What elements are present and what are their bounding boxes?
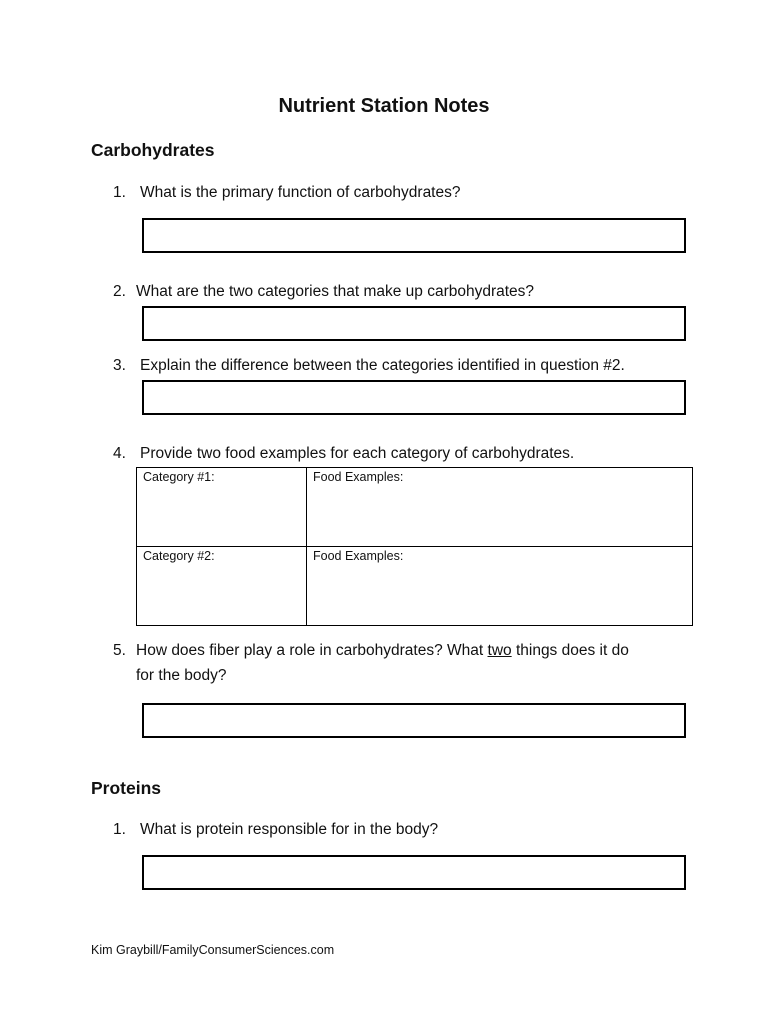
question-number: 5.: [113, 642, 126, 659]
question-number: 3.: [113, 357, 126, 374]
table-row: [137, 468, 693, 547]
question-text-line2: for the body?: [136, 667, 227, 684]
question-carbs-4: [113, 441, 574, 466]
question-text: Explain the difference between the categories identified in question #2.: [140, 357, 625, 374]
question-text: What is protein responsible for in the body?: [140, 821, 439, 838]
question-number: 1.: [113, 821, 126, 838]
answer-box-proteins-1[interactable]: [142, 855, 686, 890]
category-food-table: [136, 467, 693, 626]
footer-credit: Kim Graybill/FamilyConsumerSciences.com: [91, 943, 335, 957]
page-title: Nutrient Station Notes: [278, 95, 490, 117]
question-text: What are the two categories that make up carbohydrates?: [136, 283, 535, 300]
question-proteins-1: [113, 817, 438, 842]
question-carbs-2: [113, 279, 534, 304]
question-emphasis: two: [487, 642, 512, 659]
section-heading-carbohydrates: Carbohydrates: [91, 140, 215, 160]
question-text-cont: things does it do: [511, 642, 629, 659]
question-text: What is the primary function of carbohydrates?: [140, 184, 461, 201]
question-text: Provide two food examples for each category of carbohydrates.: [140, 445, 575, 462]
question-number: 4.: [113, 445, 126, 462]
question-number: 2.: [113, 283, 126, 300]
table-row: [137, 547, 693, 626]
question-carbs-3: [113, 353, 625, 378]
answer-box-carbs-2[interactable]: [142, 306, 686, 341]
section-heading-proteins: Proteins: [91, 778, 162, 798]
answer-box-carbs-3[interactable]: [142, 380, 686, 415]
food-examples-cell[interactable]: Food Examples:: [307, 468, 693, 547]
question-carbs-5: [113, 638, 629, 688]
category-cell[interactable]: Category #2:: [137, 547, 307, 626]
question-text: How does fiber play a role in carbohydrates? What: [136, 642, 488, 659]
question-carbs-1: [113, 180, 460, 205]
category-cell[interactable]: Category #1:: [137, 468, 307, 547]
answer-box-carbs-5[interactable]: [142, 703, 686, 738]
answer-box-carbs-1[interactable]: [142, 218, 686, 253]
food-examples-cell[interactable]: Food Examples:: [307, 547, 693, 626]
question-number: 1.: [113, 184, 126, 201]
